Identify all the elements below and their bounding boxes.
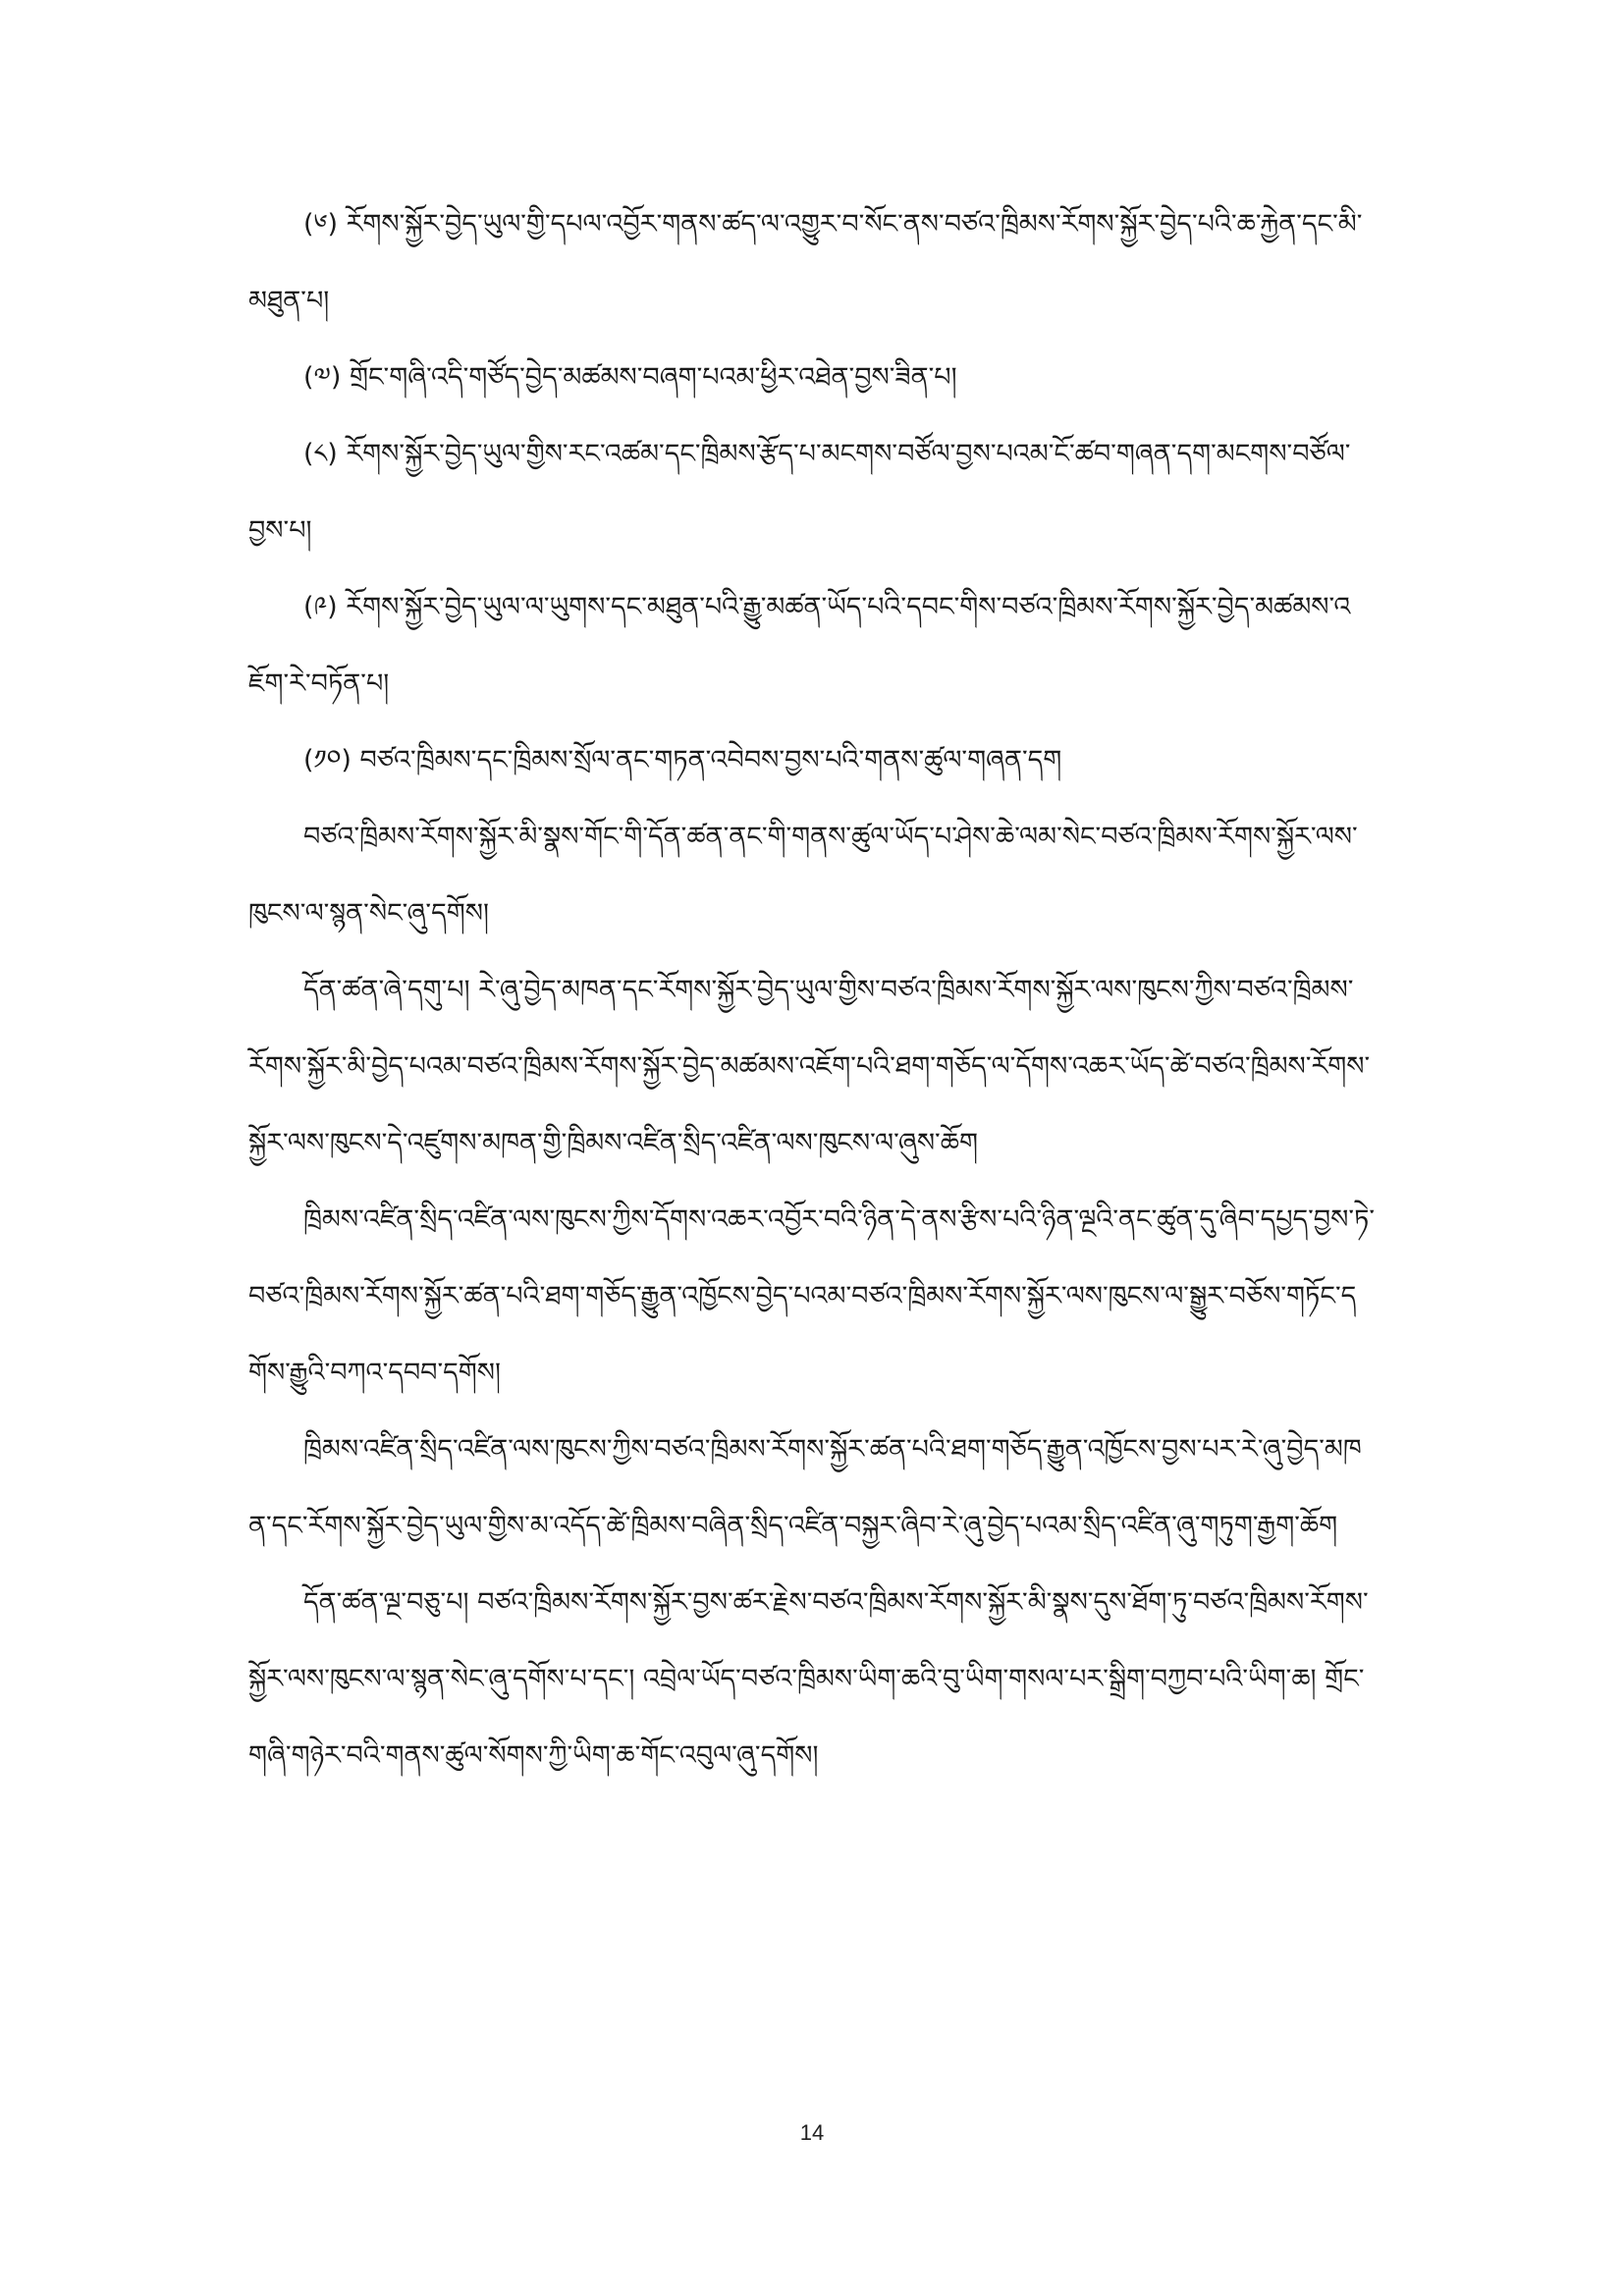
paragraph-clause-8: (༨) རོགས་སྐྱོར་བྱེད་ཡུལ་གྱིས་རང་འཚམ་དང་ཁྲིམས་རྩོད་པ་མངགས་བཙོལ་བྱས་པའམ་ངོ་ཚབ་གཞན་དག་མངགས་བཙོལ་བྱས་པ། [248, 439, 1351, 546]
paragraph-report-duty: བཙའ་ཁྲིམས་རོགས་སྐྱོར་མི་སྣས་གོང་གི་དོན་ཚན་ནང་གི་གནས་ཚུལ་ཡོད་པ་ཤེས་ཆེ་ལམ་སེང་བཙའ་ཁྲིམས་རོགས་སྐྱོར་ལས་ཁུངས་ལ་སྙན་སེང་ཞུ་དགོས། [248, 822, 1358, 929]
paragraph-review-decision: ཁྲིམས་འཛིན་སྲིད་འཛིན་ལས་ཁུངས་ཀྱིས་དོགས་འཆར་འབྱོར་བའི་ཉིན་དེ་ནས་རྩིས་པའི་ཉིན་ལྔའི་ནང་ཚུན་དུ་ཞིབ་དཔྱད་བྱས་ཏེ་བཙའ་ཁྲིམས་རོགས་སྐྱོར་ཚན་པའི་ཐག་གཅོད་རྒྱུན་འཁྱོངས་བྱེད་པའམ་བཙའ་ཁྲིམས་རོགས་སྐྱོར་ལས་ཁུངས་ལ་སྒྱུར་བཅོས་གཏོང་དགོས་རྒྱུའི་བཀའ་དབབ་དགོས། [248, 1204, 1376, 1388]
paragraph-clause-6: (༦) རོགས་སྐྱོར་བྱེད་ཡུལ་གྱི་དཔལ་འབྱོར་གནས་ཚད་ལ་འགྱུར་བ་སོང་ནས་བཙའ་ཁྲིམས་རོགས་སྐྱོར་བྱེད་པའི་ཆ་རྐྱེན་དང་མི་མཐུན་པ། [248, 209, 1363, 316]
paragraph-appeal: ཁྲིམས་འཛིན་སྲིད་འཛིན་ལས་ཁུངས་ཀྱིས་བཙའ་ཁྲིམས་རོགས་སྐྱོར་ཚན་པའི་ཐག་གཅོད་རྒྱུན་འཁྱོངས་བྱས་པར་རེ་ཞུ་བྱེད་མཁན་དང་རོགས་སྐྱོར་བྱེད་ཡུལ་གྱིས་མ་འདོད་ཚེ་ཁྲིམས་བཞིན་སྲིད་འཛིན་བསྐྱར་ཞིབ་རེ་ཞུ་བྱེད་པའམ་སྲིད་འཛིན་ཞུ་གཏུག་རྒྱག་ཆོག [248, 1434, 1362, 1541]
paragraph-article-50: དོན་ཚན་ལྔ་བཅུ་པ། བཙའ་ཁྲིམས་རོགས་སྐྱོར་བྱས་ཚར་རྗེས་བཙའ་ཁྲིམས་རོགས་སྐྱོར་མི་སྣས་དུས་ཐོག་ཏུ་བཙའ་ཁྲིམས་རོགས་སྐྱོར་ལས་ཁུངས་ལ་སྙན་སེང་ཞུ་དགོས་པ་དང་། འབྲེལ་ཡོད་བཙའ་ཁྲིམས་ཡིག་ཆའི་བུ་ཡིག་གསལ་པར་སྒྲིག་བཀྱབ་པའི་ཡིག་ཆ། གྲོང་གཞི་གཉེར་བའི་གནས་ཚུལ་སོགས་ཀྱི་ཡིག་ཆ་གོང་འབུལ་ཞུ་དགོས། [248, 1587, 1369, 1771]
paragraph-clause-9: (༩) རོགས་སྐྱོར་བྱེད་ཡུལ་ལ་ཡུགས་དང་མཐུན་པའི་རྒྱུ་མཚན་ཡོད་པའི་དབང་གིས་བཙའ་ཁྲིམས་རོགས་སྐྱོར་བྱེད་མཚམས་འཇོག་རེ་བཏོན་པ། [248, 592, 1351, 699]
paragraph-clause-10: (༡༠) བཙའ་ཁྲིམས་དང་ཁྲིམས་སྲོལ་ནང་གཏན་འབེབས་བྱས་པའི་གནས་ཚུལ་གཞན་དག [303, 745, 1062, 775]
paragraph-clause-7: (༧) གྲོང་གཞི་འདི་གཙོད་བྱེད་མཚམས་བཞག་པའམ་ཕྱིར་འཐེན་བྱས་ཟིན་པ། [303, 362, 957, 393]
body-text [248, 187, 1378, 1794]
page-number: 14 [799, 2120, 825, 2145]
paragraph-article-49: དོན་ཚན་ཞེ་དགུ་པ། རེ་ཞུ་བྱེད་མཁན་དང་རོགས་སྐྱོར་བྱེད་ཡུལ་གྱིས་བཙའ་ཁྲིམས་རོགས་སྐྱོར་ལས་ཁུངས་ཀྱིས་བཙའ་ཁྲིམས་རོགས་སྐྱོར་མི་བྱེད་པའམ་བཙའ་ཁྲིམས་རོགས་སྐྱོར་བྱེད་མཚམས་འཇོག་པའི་ཐག་གཅོད་ལ་དོགས་འཆར་ཡོད་ཚེ་བཙའ་ཁྲིམས་རོགས་སྐྱོར་ལས་ཁུངས་དེ་འཛུགས་མཁན་གྱི་ཁྲིམས་འཛིན་སྲིད་འཛིན་ལས་ཁུངས་ལ་ཞུས་ཆོག [248, 975, 1371, 1158]
